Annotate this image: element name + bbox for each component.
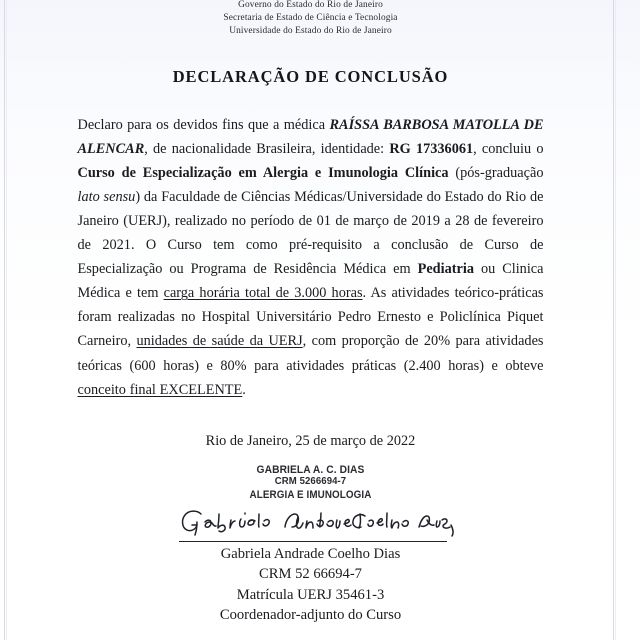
prerequisite-specialty: Pediatria: [417, 261, 474, 278]
handwritten-signature-icon: [161, 508, 461, 541]
body-segment-concluded: , concluiu o: [473, 140, 544, 157]
signer-identification: [8, 544, 613, 626]
lato-sensu-term: lato sensu: [77, 188, 136, 205]
body-segment-faculty-period: ) da Faculdade de Ciências Médicas/Universidade do Estado do Rio de Janeiro (UERJ), realizado no período de 01 de março de 2019 a 28 de fevereiro de 2021. O Curso tem como pré-requisito a conclusão de Curso de Especialização ou Programa de Residência Médica em: [77, 188, 544, 278]
body-segment-clinica-medica: ou Clinica Médica e tem: [77, 261, 544, 302]
declaration-body: [78, 113, 544, 402]
scan-edge-rule-left-inner: [6, 0, 7, 640]
letterhead: [8, 0, 613, 39]
stamp-specialty: ALERGIA E IMUNOLOGIA: [249, 488, 372, 501]
place-and-date: Rio de Janeiro, 25 de março de 2022: [205, 432, 416, 449]
stamp-crm: CRM 5266694-7: [274, 476, 347, 488]
document-sheet: [8, 0, 613, 640]
letterhead-line-university: Universidade do Estado do Rio de Janeiro: [229, 26, 392, 37]
body-segment-postgrad: (pós-graduação: [448, 164, 544, 181]
health-units: unidades de saúde da UERJ: [136, 333, 303, 350]
scan-edge-rule-right-inner: [615, 0, 616, 640]
signature-block: [161, 508, 461, 542]
rubber-stamp: [29, 464, 592, 502]
signer-role: Coordenador-adjunto do Curso: [219, 607, 402, 624]
student-name: RAÍSSA BARBOSA MATOLLA DE ALENCAR: [77, 116, 544, 157]
signer-crm: CRM 52 66694-7: [259, 566, 362, 583]
letterhead-line-secretariat: Secretaria de Estado de Ciência e Tecnologia: [223, 13, 398, 24]
signer-matricula: Matrícula UERJ 35461-3: [236, 586, 385, 603]
document-title: DECLARAÇÃO DE CONCLUSÃO: [172, 66, 449, 86]
workload-total: carga horária total de 3.000 horas: [163, 285, 363, 302]
body-segment-intro: Declaro para os devidos fins que a médica: [77, 116, 330, 133]
scan-edge-rule-right: [613, 0, 614, 640]
scan-edge-rule-left: [4, 0, 5, 640]
body-segment-nationality: , de nacionalidade Brasileira, identidade:: [144, 140, 390, 157]
signer-name: Gabriela Andrade Coelho Dias: [220, 545, 401, 562]
identity-number: RG 17336061: [389, 140, 474, 157]
body-segment-activities: . As atividades teórico-práticas foram realizadas no Hospital Universitário Pedro Ernesto e Policlínica Piquet Carneiro,: [77, 285, 544, 350]
stamp-name: GABRIELA A. C. DIAS: [256, 463, 365, 476]
body-segment-proportions: , com proporção de 20% para atividades teóricas (600 horas) e 80% para atividades práticas (2.400 horas) e obteve: [77, 333, 544, 374]
body-segment-period-end: .: [242, 381, 246, 398]
course-name: Curso de Especialização em Alergia e Imunologia Clínica: [77, 164, 449, 181]
signature-rule: [179, 541, 447, 542]
final-grade: conceito final EXCELENTE: [77, 381, 243, 398]
letterhead-line-government: Governo do Estado do Rio de Janeiro: [238, 0, 383, 10]
